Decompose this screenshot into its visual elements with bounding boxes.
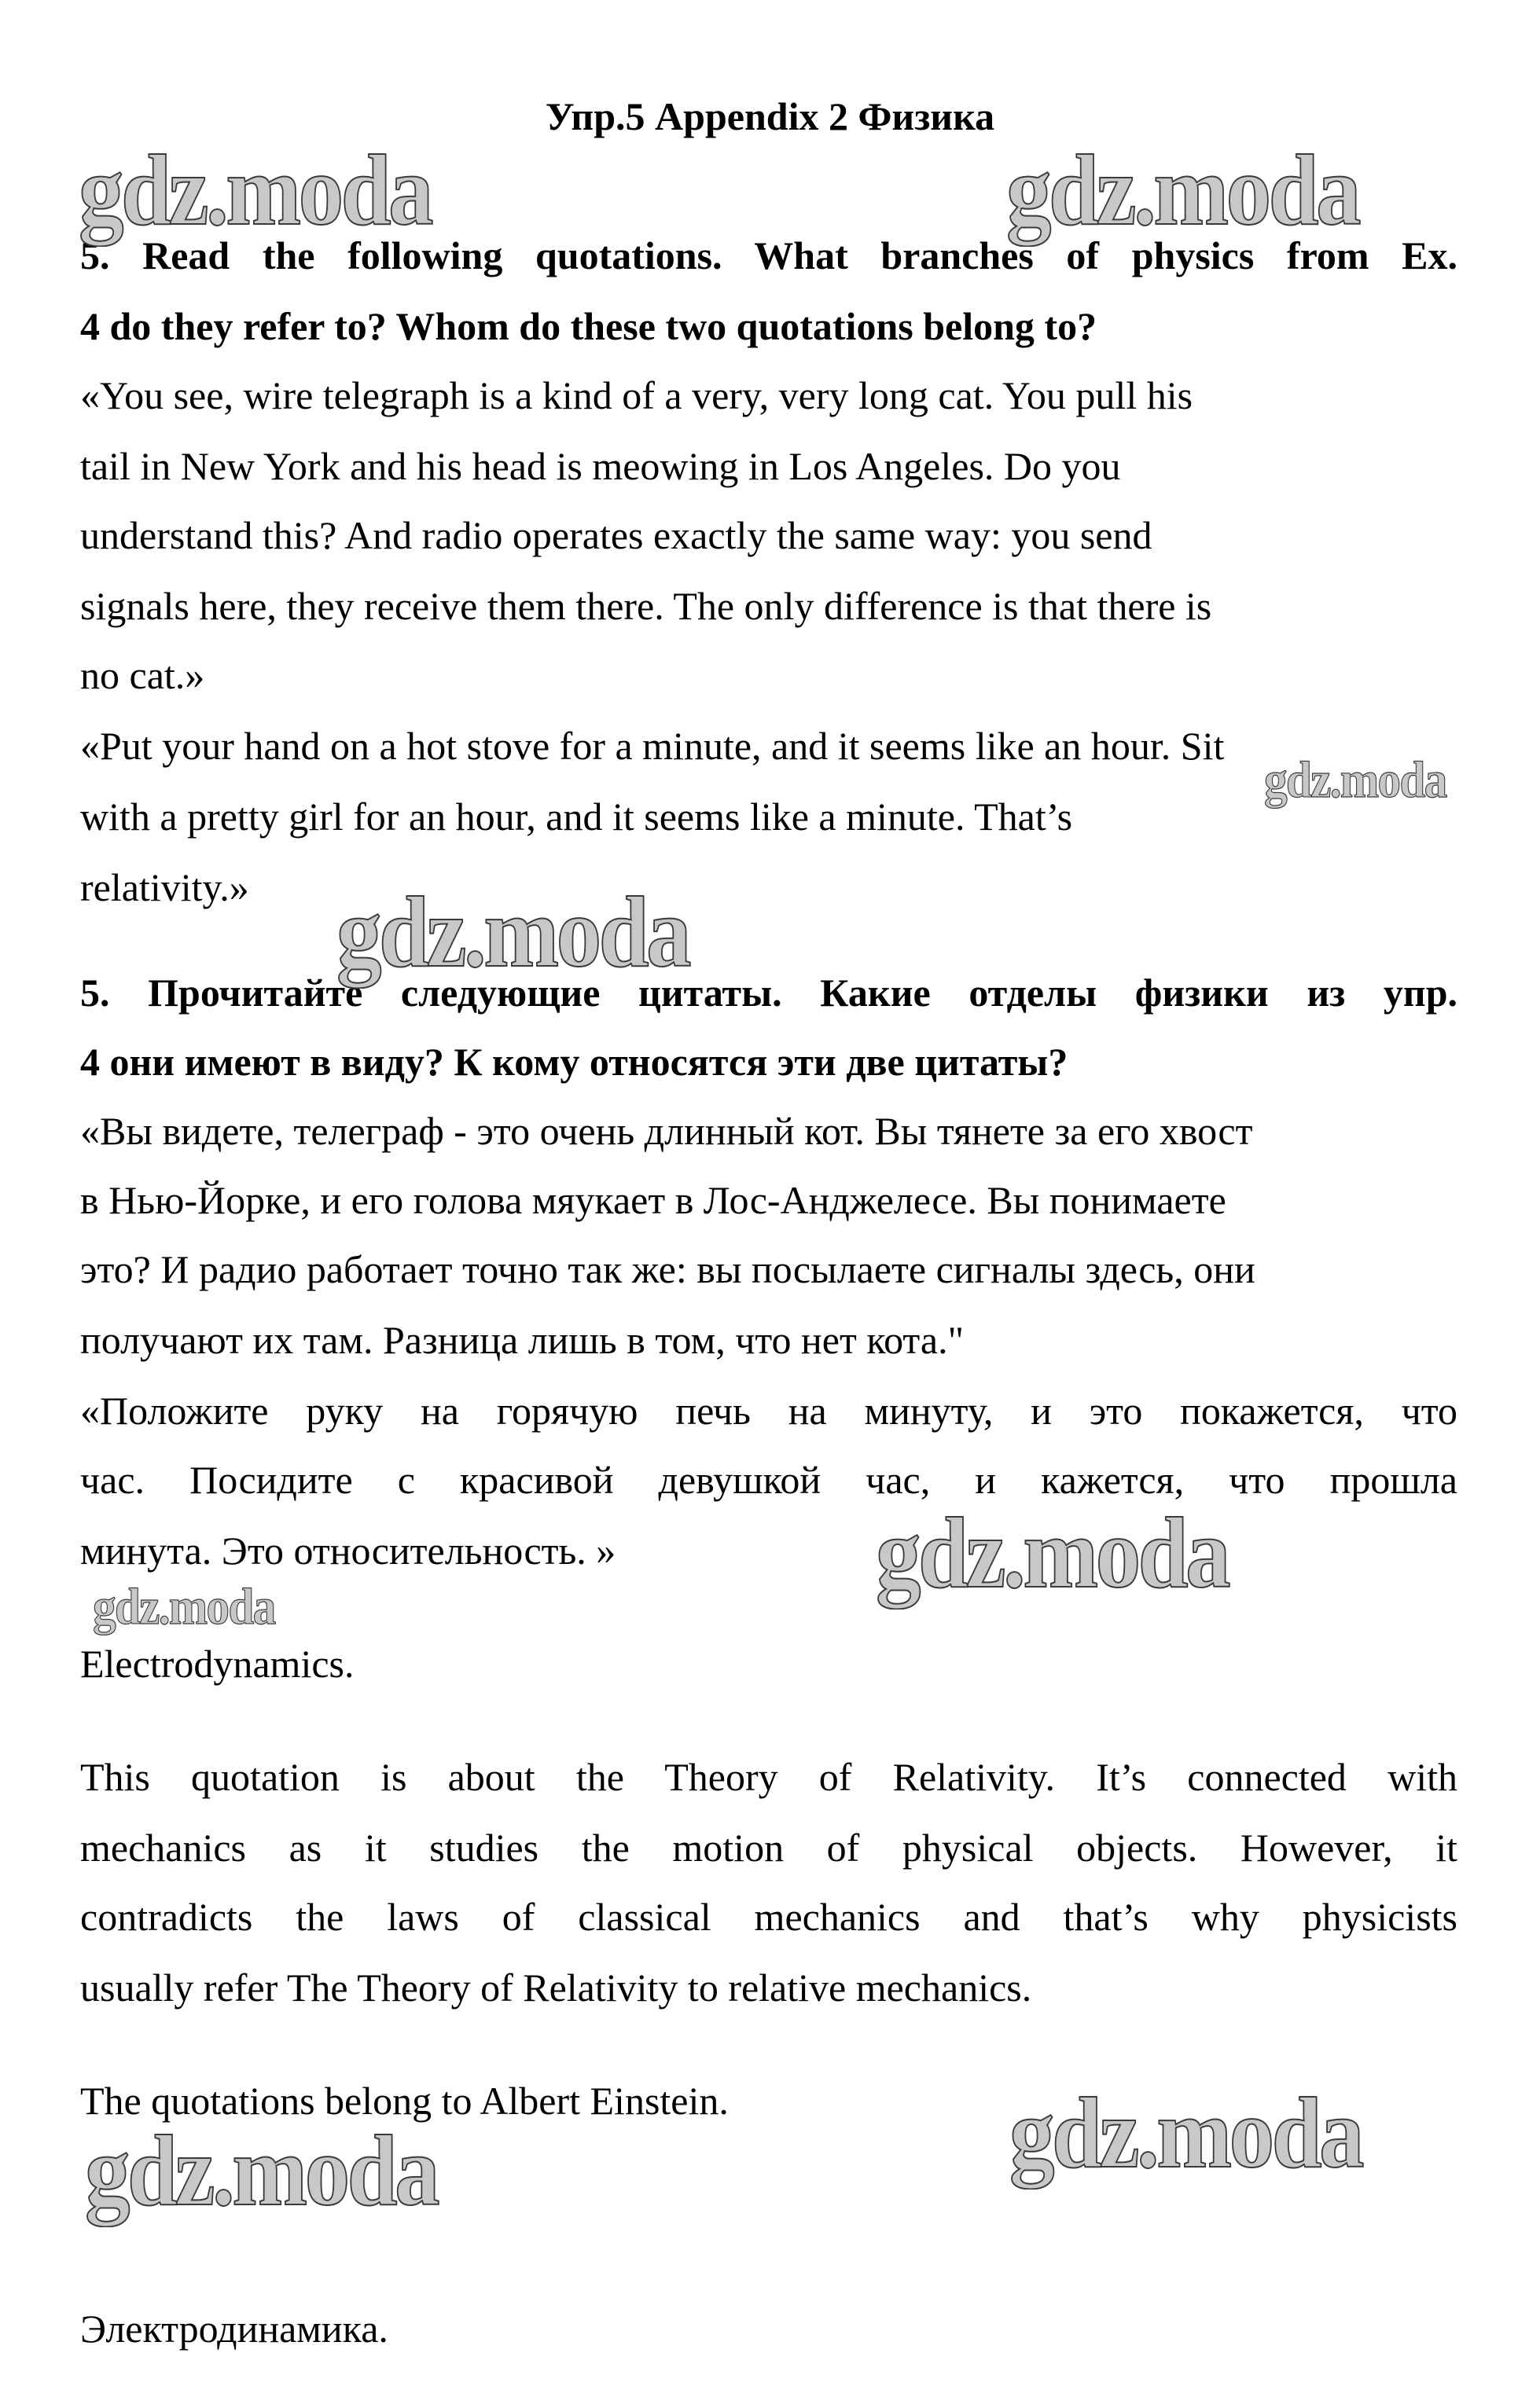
quote-line-ru: это? И радио работает точно так же: вы посылаете сигналы здесь, они bbox=[80, 1247, 1255, 1291]
quote-line-ru: «Положите руку на горячую печь на минуту, и это покажется, что bbox=[80, 1389, 1457, 1433]
task-heading-line: 5. Read the following quotations. What branches of physics from Ex. bbox=[80, 233, 1457, 277]
quote-line-ru: минута. Это относительность. » bbox=[80, 1529, 616, 1573]
quote-line-ru: «Вы видете, телеграф - это очень длинный кот. Вы тянете за его хвост bbox=[80, 1109, 1253, 1153]
quote-line: with a pretty girl for an hour, and it seems like a minute. That’s bbox=[80, 795, 1073, 839]
answer-branch-ru: Электродинамика. bbox=[80, 2307, 388, 2351]
watermark-logo: gdz.moda bbox=[79, 134, 432, 246]
task-heading-line: 4 do they refer to? Whom do these two quotations belong to? bbox=[80, 304, 1097, 348]
watermark-logo: gdz.moda bbox=[1006, 134, 1359, 246]
quote-line: relativity.» bbox=[80, 865, 249, 909]
quote-line: no cat.» bbox=[80, 653, 205, 697]
watermark-logo: gdz.moda bbox=[1009, 2077, 1362, 2189]
task-heading-line-ru: 4 они имеют в виду? К кому относятся эти две цитаты? bbox=[80, 1040, 1068, 1084]
answer-paragraph-line: usually refer The Theory of Relativity to relative mechanics. bbox=[80, 1966, 1032, 2010]
quote-line: understand this? And radio operates exactly the same way: you send bbox=[80, 513, 1152, 557]
quote-line-ru: получают их там. Разница лишь в том, что нет кота." bbox=[80, 1318, 964, 1362]
watermark-logo: gdz.moda bbox=[93, 1578, 275, 1635]
quote-line-ru: час. Посидите с красивой девушкой час, и кажется, что прошла bbox=[80, 1458, 1457, 1502]
answer-branch: Electrodynamics. bbox=[80, 1642, 355, 1686]
quote-line: tail in New York and his head is meowing in Los Angeles. Do you bbox=[80, 444, 1121, 488]
quote-line: «Put your hand on a hot stove for a minute, and it seems like an hour. Sit bbox=[80, 724, 1225, 768]
watermark-logo: gdz.moda bbox=[336, 876, 689, 988]
answer-paragraph-line: This quotation is about the Theory of Relativity. It’s connected with bbox=[80, 1755, 1457, 1799]
quote-line: signals here, they receive them there. The only difference is that there is bbox=[80, 584, 1212, 628]
answer-paragraph-line: contradicts the laws of classical mechanics and that’s why physicists bbox=[80, 1895, 1457, 1939]
task-heading-line-ru: 5. Прочитайте следующие цитаты. Какие отделы физики из упр. bbox=[80, 971, 1457, 1015]
watermark-logo: gdz.moda bbox=[85, 2115, 438, 2226]
page-title: Упр.5 Appendix 2 Физика bbox=[545, 94, 995, 138]
watermark-logo: gdz.moda bbox=[1264, 751, 1446, 809]
quote-line-ru: в Нью-Йорке, и его голова мяукает в Лос-Анджелесе. Вы понимаете bbox=[80, 1178, 1226, 1222]
answer-author: The quotations belong to Albert Einstein. bbox=[80, 2079, 729, 2123]
quote-line: «You see, wire telegraph is a kind of a very, very long cat. You pull his bbox=[80, 373, 1193, 417]
answer-paragraph-line: mechanics as it studies the motion of physical objects. However, it bbox=[80, 1826, 1457, 1870]
watermark-logo: gdz.moda bbox=[876, 1497, 1229, 1609]
